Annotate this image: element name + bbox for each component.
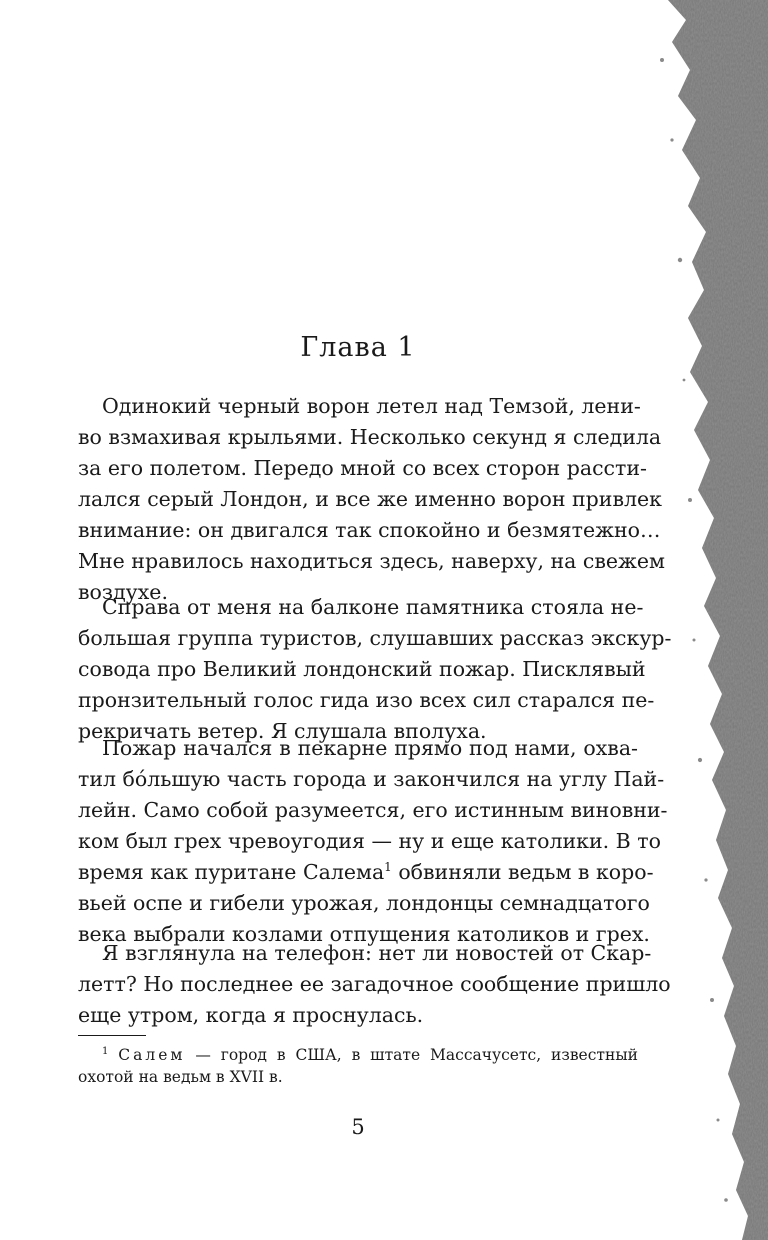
text-line: внимание: он двигался так спокойно и безмятежно… [78,518,661,542]
text-line: Справа от меня на балконе памятника стояла не- [102,595,644,619]
text-line: совода про Великий лондонский пожар. Писклявый [78,657,646,681]
text-line-with-footnote [78,857,654,888]
text-line: пронзительный голос гида изо всех сил старался пе- [78,688,655,712]
text-line: века выбрали козлами отпущения католиков и грех. [78,922,650,946]
paragraph-4 [78,938,671,1031]
footnote-marker: 1 [102,1045,109,1057]
chapter-heading: Глава 1 [300,332,416,363]
text-line: вьей оспе и гибели урожая, лондонцы семнадцатого [78,891,650,915]
text-line: еще утром, когда я проснулась. [78,1003,424,1027]
page-number: 5 [351,1115,365,1139]
footnote-line [78,1044,638,1066]
text-segment: время как пуритане Салема [78,860,385,884]
text-line: Пожар начался в пекарне прямо под нами, охва- [102,736,638,760]
footnote-divider [78,1035,146,1036]
footnote-term: Салем [118,1046,186,1064]
text-line: во взмахивая крыльями. Несколько секунд я следила [78,425,662,449]
paragraph-1 [78,391,665,608]
footnote-reference[interactable]: 1 [384,860,392,875]
text-line: за его полетом. Передо мной со всех сторон рассти- [78,456,647,480]
footnote [78,1044,638,1088]
footnote-line: охотой на ведьм в XVII в. [78,1068,283,1086]
text-line: Мне нравилось находиться здесь, наверху, на свежем [78,549,665,573]
paragraph-2 [78,592,672,747]
text-line: Одинокий черный ворон летел над Темзой, лени- [102,394,641,418]
text-line: Я взглянула на телефон: нет ли новостей от Скар- [102,941,652,965]
text-line: летт? Но последнее ее загадочное сообщение пришло [78,972,671,996]
text-line: лейн. Само собой разумеется, его истинным виновни- [78,798,668,822]
footnote-text: — город в США, в штате Массачусетс, известный [185,1046,638,1064]
ink-brush-edge [628,0,768,1240]
text-line: воздухе. [78,580,168,604]
text-line: тил бóльшую часть города и закончился на углу Пай- [78,767,665,791]
text-line: рекричать ветер. Я слушала вполуха. [78,719,487,743]
paragraph-3 [78,733,668,950]
text-segment: обвиняли ведьм в коро- [391,860,654,884]
text-line: ком был грех чревоугодия — ну и еще католики. В то [78,829,661,853]
text-line: большая группа туристов, слушавших рассказ экскур- [78,626,672,650]
text-line: лался серый Лондон, и все же именно ворон привлек [78,487,662,511]
